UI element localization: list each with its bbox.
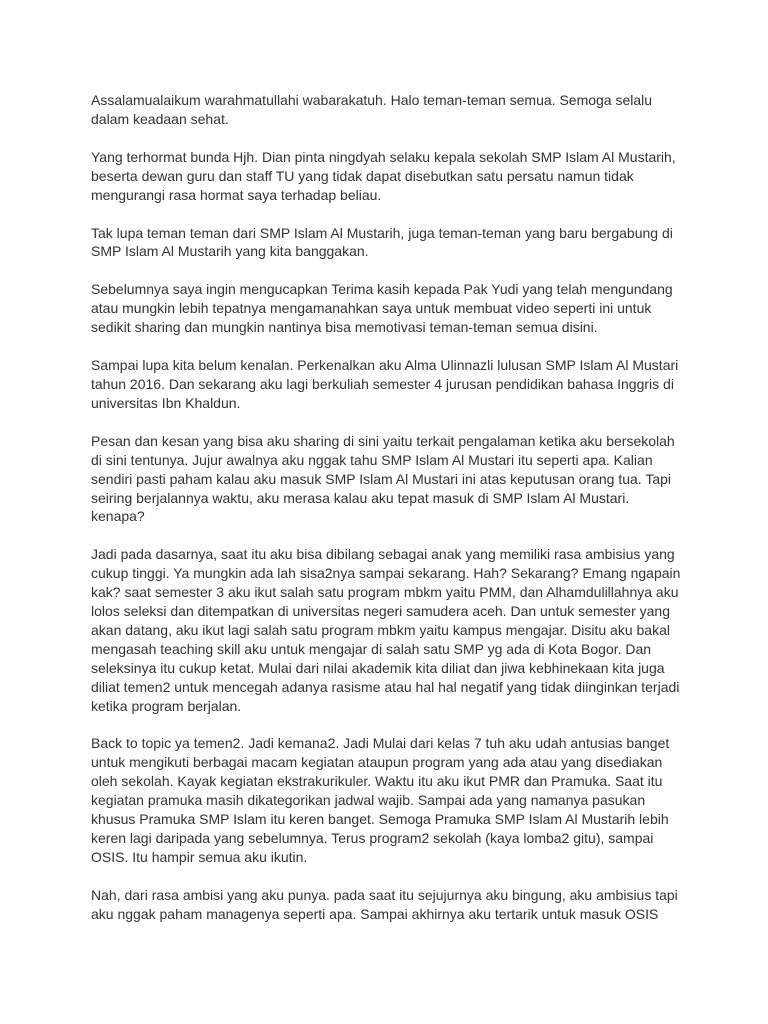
text-line: SMP Islam Al Mustarih yang kita banggakan. <box>91 243 369 260</box>
paragraph <box>91 545 681 715</box>
text-line: sedikit sharing dan mungkin nantinya bisa memotivasi teman-teman semua disini. <box>91 319 598 336</box>
paragraph <box>91 91 681 129</box>
text-line: di sini tentunya. Jujur awalnya aku nggak tahu SMP Islam Al Mustari itu seperti apa. Kalian <box>91 451 653 468</box>
text-line: keren lagi daripada yang sebelumnya. Terus program2 sekolah (kaya lomba2 gitu), sampai <box>91 830 654 846</box>
text-line: kenapa? <box>91 508 145 525</box>
text-line: Tak lupa teman teman dari SMP Islam Al Mustarih, juga teman-teman yang baru bergabung di <box>91 224 673 241</box>
text-line: Jadi pada dasarnya, saat itu aku bisa dibilang sebagai anak yang memiliki rasa ambisius yang <box>91 546 675 563</box>
text-line: Sampai lupa kita belum kenalan. Perkenalkan aku Alma Ulinnazli lulusan SMP Islam Al Mustari <box>91 357 679 374</box>
text-line: dalam keadaan sehat. <box>91 110 229 127</box>
text-line: Sebelumnya saya ingin mengucapkan Terima kasih kepada Pak Yudi yang telah mengundang <box>91 281 673 298</box>
text-line: aku nggak paham managenya seperti apa. Sampai akhirnya aku tertarik untuk masuk OSIS <box>91 905 659 922</box>
text-line: seleksinya itu cukup ketat. Mulai dari nilai akademik kita diliat dan jiwa kebhinekaan kita juga <box>91 659 665 676</box>
paragraph <box>91 734 681 866</box>
text-line: OSIS. Itu hampir semua aku ikutin. <box>91 848 308 865</box>
text-line: atau mungkin lebih tepatnya mengamanahkan saya untuk membuat video seperti ini untuk <box>91 300 652 317</box>
text-line: oleh sekolah. Kayak kegiatan ekstrakurikuler. Waktu itu aku ikut PMR dan Pramuka. Saat itu <box>91 773 663 790</box>
text-line: Back to topic ya temen2. Jadi kemana2. Jadi Mulai dari kelas 7 tuh aku udah antusias banget <box>91 735 670 752</box>
paragraph <box>91 224 681 262</box>
text-line: Assalamualaikum warahmatullahi wabarakatuh. Halo teman-teman semua. Semoga selalu <box>91 92 653 108</box>
text-line: Nah, dari rasa ambisi yang aku punya. pada saat itu sejujurnya aku bingung, aku ambisius tapi <box>91 886 678 903</box>
text-line: khusus Pramuka SMP Islam itu keren banget. Semoga Pramuka SMP Islam Al Mustarih lebih <box>91 811 669 828</box>
paragraph <box>91 280 681 337</box>
text-line: Yang terhormat bunda Hjh. Dian pinta ningdyah selaku kepala sekolah SMP Islam Al Mustarih, <box>91 148 676 165</box>
text-line: tahun 2016. Dan sekarang aku lagi berkuliah semester 4 jurusan pendidikan bahasa Inggris di <box>91 375 674 392</box>
text-line: universitas Ibn Khaldun. <box>91 394 241 411</box>
text-line: lolos seleksi dan ditempatkan di universitas negeri samudera aceh. Dan untuk semester yang <box>91 603 670 620</box>
text-line: mengurangi rasa hormat saya terhadap beliau. <box>91 186 382 203</box>
text-line: seiring berjalannya waktu, aku merasa kalau aku tepat masuk di SMP Islam Al Mustari. <box>91 489 630 506</box>
paragraph <box>91 356 681 413</box>
paragraph <box>91 886 681 924</box>
text-line: kak? saat semester 3 aku ikut salah satu program mbkm yaitu PMM, dan Alhamdulillahnya aku <box>91 584 679 601</box>
paragraph <box>91 432 681 527</box>
text-line: kegiatan pramuka masih dikategorikan jadwal wajib. Sampai ada yang namanya pasukan <box>91 792 646 809</box>
document-body <box>91 91 681 943</box>
text-line: Pesan dan kesan yang bisa aku sharing di sini yaitu terkait pengalaman ketika aku bersekolah <box>91 432 675 449</box>
text-line: cukup tinggi. Ya mungkin ada lah sisa2nya sampai sekarang. Hah? Sekarang? Emang ngapain <box>91 565 681 582</box>
text-line: diliat temen2 untuk mencegah adanya rasisme atau hal hal negatif yang tidak diinginkan terjadi <box>91 678 680 695</box>
text-line: beserta dewan guru dan staff TU yang tidak dapat disebutkan satu persatu namun tidak <box>91 167 634 184</box>
text-line: akan datang, aku ikut lagi salah satu program mbkm yaitu kampus mengajar. Disitu aku bakal <box>91 621 670 638</box>
text-line: untuk mengikuti berbagai macam kegiatan ataupun program yang ada atau yang disediakan <box>91 754 663 771</box>
paragraph <box>91 148 681 205</box>
text-line: sendiri pasti paham kalau aku masuk SMP Islam Al Mustari ini atas keputusan orang tua. Tapi <box>91 470 672 487</box>
text-line: mengasah teaching skill aku untuk mengajar di salah satu SMP yg ada di Kota Bogor. Dan <box>91 640 652 657</box>
text-line: ketika program berjalan. <box>91 697 242 714</box>
